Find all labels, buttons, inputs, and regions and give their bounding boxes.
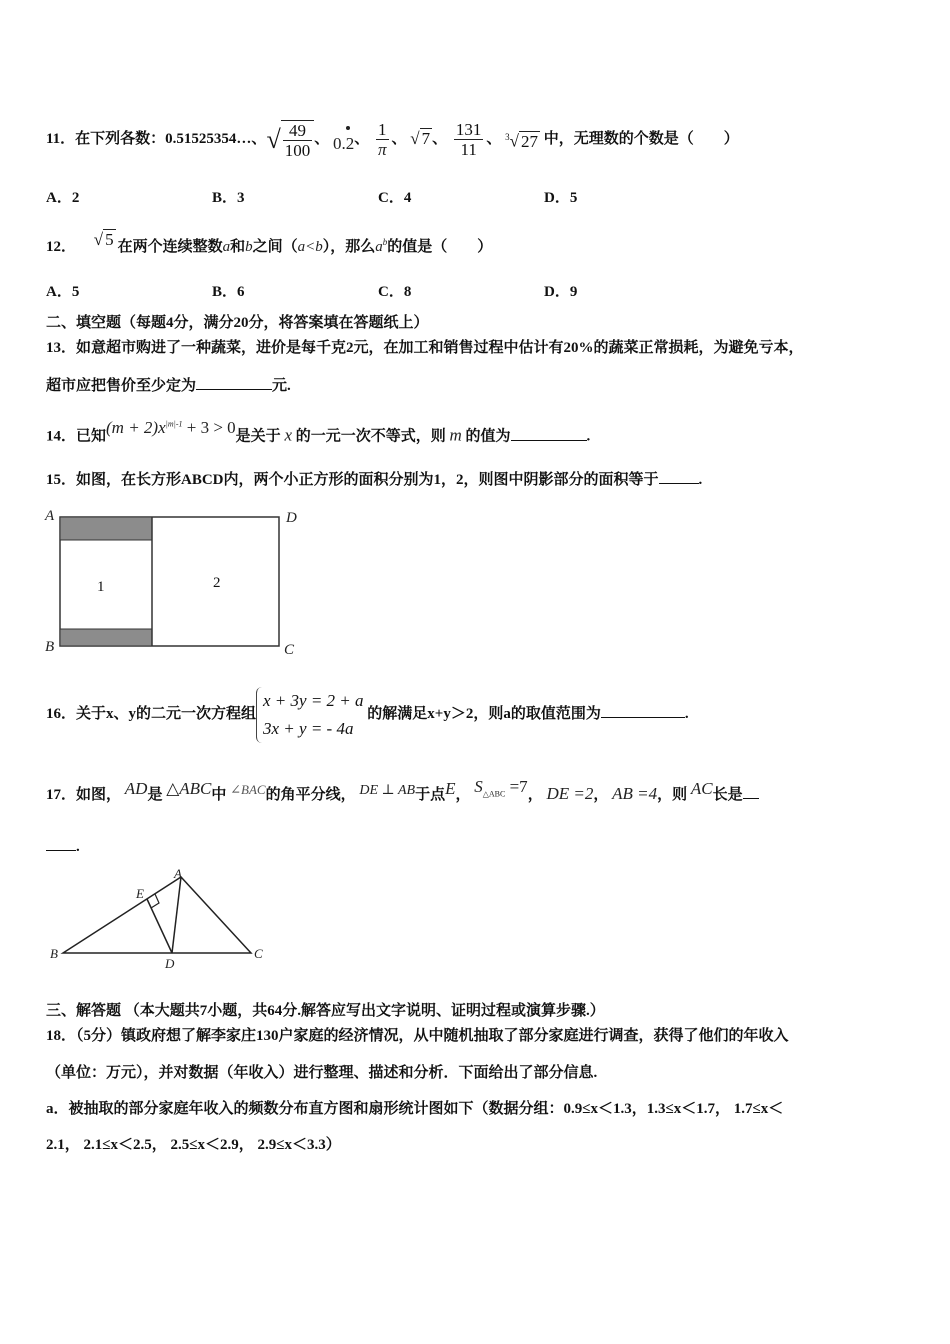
- question-18-line2: （单位：万元），并对数据（年收入）进行整理、描述和分析．下面给出了部分信息.: [46, 1065, 598, 1081]
- label-B: B: [50, 946, 58, 961]
- q15-text: 15．如图，在长方形ABCD内，两个小正方形的面积分别为1，2，则图中阴影部分的面积等于: [46, 472, 659, 488]
- q13-text: 元.: [272, 378, 291, 394]
- q17-text: 是: [147, 787, 163, 803]
- point-E: E: [445, 779, 456, 798]
- comma: ，: [527, 787, 543, 803]
- sqrt-5: √ 5: [93, 229, 114, 249]
- comma: ，: [455, 787, 471, 803]
- bisector-AD: [172, 877, 181, 953]
- section-2-heading: 二、填空题（每题4分，满分20分，将答案填在答题纸上）: [46, 315, 429, 331]
- fraction-1-over-pi: $\frac{1}{\pi}$: [378, 119, 387, 159]
- equation-2: 3x + y = - 4a: [263, 718, 354, 738]
- q17-text: 中: [211, 787, 227, 803]
- q17-text: 17．如图，: [46, 787, 122, 803]
- var-b: b: [245, 239, 253, 255]
- label-E: E: [136, 886, 144, 901]
- q17-text: ，则: [657, 787, 688, 803]
- label-C: C: [254, 946, 263, 961]
- q14-text: 的值为: [465, 428, 511, 445]
- section-3-heading: 三、解答题 （本大题共7小题，共64分.解答应写出文字说明、证明过程或演算步骤.）: [46, 1003, 605, 1019]
- q13-text: 超市应把售价至少定为: [46, 378, 197, 394]
- q11-stem-suffix: 中，无理数的个数是（ ）: [543, 130, 739, 147]
- cube-root-27: $^3$√ 27: [505, 131, 539, 151]
- q12-text: 和: [230, 239, 246, 255]
- perpendicular-DE: [147, 899, 172, 953]
- separator: 、: [354, 130, 370, 147]
- triangle-ABC: [63, 877, 251, 953]
- q14-text: 的一元一次不等式，则: [295, 428, 446, 445]
- separator: 、: [391, 130, 407, 147]
- option-c: C．4: [378, 190, 412, 206]
- repeating-decimal-value: 0.2: [332, 134, 355, 154]
- q12-text: 在两个连续整数: [117, 239, 223, 255]
- label-A: A: [174, 866, 182, 881]
- q12-number: 12．: [46, 239, 77, 255]
- var-a: a: [222, 239, 231, 255]
- q12-text: 之间（: [252, 239, 298, 255]
- period: .: [684, 706, 689, 722]
- option-b: B．6: [212, 284, 245, 300]
- square-1-label: 1: [97, 579, 105, 595]
- inequality-expression: $(m + 2)x^{|m|-1} + 3 > 0$: [106, 417, 236, 437]
- option-b: B．3: [212, 190, 245, 206]
- label-D: D: [165, 956, 175, 971]
- q11-stem-prefix: 11．在下列各数：0.51525354…、: [46, 130, 267, 147]
- q17-text: 长是: [712, 787, 743, 803]
- var-x: x: [284, 425, 292, 445]
- separator: 、: [432, 130, 448, 147]
- question-18-line3: a．被抽取的部分家庭年收入的频数分布直方图和扇形统计图如下（数据分组：0.9≤x＜1.3，1.3≤x＜1.7， 1.7≤x＜: [46, 1101, 784, 1117]
- option-a: A．5: [46, 284, 80, 300]
- square-2-label: 2: [213, 575, 221, 591]
- separator: 、: [486, 130, 502, 147]
- option-d: D．9: [544, 284, 578, 300]
- power-base: a: [375, 239, 383, 255]
- period: .: [698, 472, 703, 488]
- var-m: m: [449, 425, 462, 445]
- perpendicular-DE-AB: DE ⊥ AB: [359, 783, 416, 798]
- AB-value: AB =4: [612, 784, 658, 803]
- period: .: [76, 839, 80, 855]
- segment-AC: AC: [690, 779, 713, 798]
- q12-text: ），那么: [322, 239, 376, 255]
- label-C: C: [284, 642, 295, 658]
- question-18-line4: 2.1， 2.1≤x＜2.5， 2.5≤x＜2.9， 2.9≤x＜3.3）: [46, 1137, 341, 1153]
- sqrt-7: √ 7: [410, 129, 431, 149]
- q16-text: 16．关于x、y的二元一次方程组: [46, 706, 257, 722]
- triangle-ABC: △ABC: [166, 779, 212, 798]
- numerator: 49: [288, 120, 306, 140]
- q12-text: 的值是（ ）: [387, 239, 493, 255]
- q14-text: 14．已知: [46, 428, 107, 445]
- label-A: A: [45, 508, 55, 524]
- segment-AD: AD: [124, 779, 148, 798]
- angle-BAC: ∠BAC: [230, 782, 266, 797]
- fraction-131-over-11: $\frac{131}{11}$: [455, 119, 482, 159]
- denominator: 100: [284, 140, 311, 160]
- question-18-line1: 18．（5分）镇政府想了解李家庄130户家庭的经济情况，从中随机抽取了部分家庭进行调查，获得了他们的年收入: [46, 1028, 789, 1044]
- q17-text: 的角平分线，: [265, 787, 356, 803]
- period: .: [586, 428, 591, 445]
- equation-1: x + 3y = 2 + a: [263, 690, 364, 710]
- sqrt-fraction-49-100: √ $\frac{49}{100}$: [266, 116, 314, 163]
- DE-value: DE =2: [546, 784, 594, 803]
- q14-text: 是关于: [235, 428, 281, 445]
- area-S-ABC: $S_{\triangle ABC} =7$: [474, 777, 528, 799]
- label-B: B: [45, 639, 55, 655]
- q17-text: 于点: [415, 787, 446, 803]
- option-d: D．5: [544, 190, 578, 206]
- power-exponent: b: [382, 237, 388, 247]
- q16-text: 的解满足x+y＞2，则a的取值范围为: [367, 706, 601, 722]
- comma: ，: [593, 787, 609, 803]
- inequality: a<b: [297, 239, 323, 255]
- option-a: A．2: [46, 190, 80, 206]
- separator: 、: [314, 130, 330, 147]
- label-D: D: [286, 510, 297, 526]
- option-c: C．8: [378, 284, 412, 300]
- question-13-line1: 13．如意超市购进了一种蔬菜，进价是每千克2元，在加工和销售过程中估计有20%的蔬菜正常损耗，为避免亏本，: [46, 340, 804, 356]
